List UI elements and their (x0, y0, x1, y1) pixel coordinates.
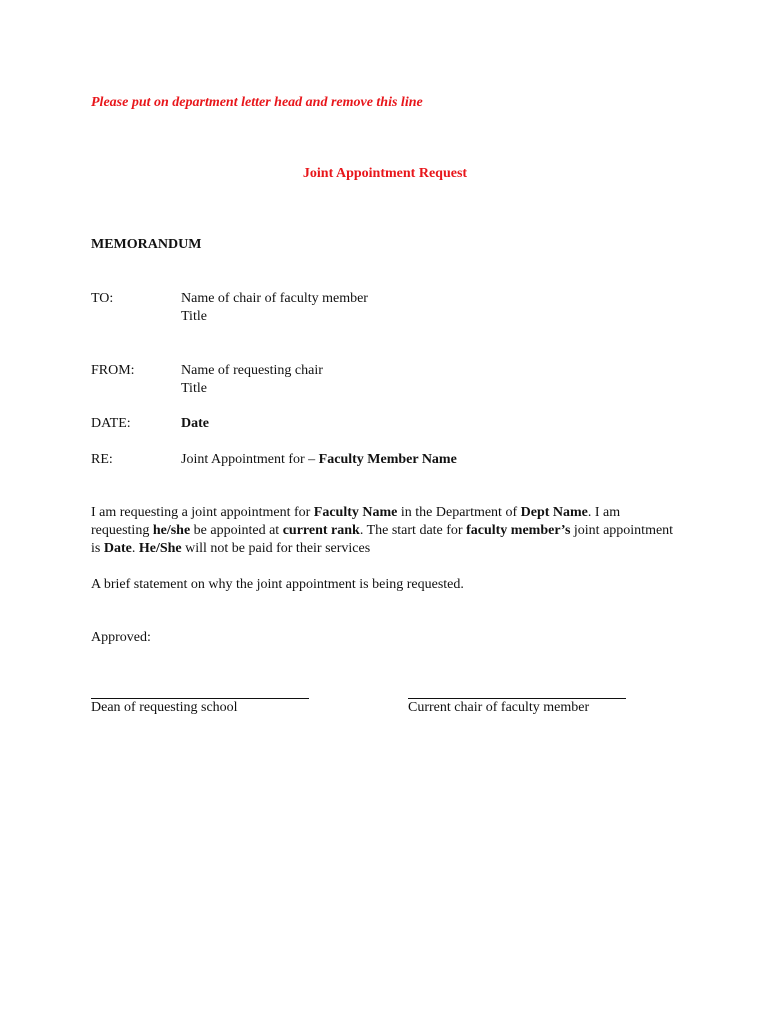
dean-signature-block (91, 683, 351, 717)
pronoun-field: he/she (152, 523, 191, 538)
dean-signature-caption: Dean of requesting school (91, 700, 238, 715)
from-name: Name of requesting chair (181, 363, 323, 378)
body-text: . (131, 541, 139, 556)
to-value (181, 290, 368, 326)
re-value (181, 451, 457, 469)
re-label: RE: (91, 452, 113, 467)
dept-name-field: Dept Name (520, 505, 588, 520)
chair-signature-block (408, 683, 668, 717)
date-value: Date (181, 416, 209, 431)
brief-statement: A brief statement on why the joint appointment is being requested. (91, 577, 464, 592)
date-label: DATE: (91, 416, 131, 431)
body-text: joint appointment is (91, 523, 674, 556)
start-date-field: Date (103, 541, 132, 556)
to-title: Title (181, 309, 207, 324)
memorandum-heading: MEMORANDUM (91, 237, 202, 252)
chair-signature-line (408, 683, 626, 699)
re-prefix: Joint Appointment for – (181, 452, 319, 467)
current-rank-field: current rank (282, 523, 360, 538)
to-name: Name of chair of faculty member (181, 291, 368, 306)
request-paragraph (91, 504, 681, 558)
from-title: Title (181, 381, 207, 396)
body-text: . I am requesting (91, 505, 621, 538)
chair-signature-caption: Current chair of faculty member (408, 700, 590, 715)
faculty-name-field: Faculty Name (313, 505, 398, 520)
approved-label: Approved: (91, 630, 151, 645)
document-title: Joint Appointment Request (302, 166, 468, 181)
body-text: . The start date for (359, 523, 467, 538)
body-text: I am requesting a joint appointment for (91, 505, 314, 520)
faculty-member-field: faculty member’s (466, 523, 571, 538)
re-faculty-member-name: Faculty Member Name (318, 452, 457, 467)
body-text: in the Department of (397, 505, 521, 520)
pronoun-cap-field: He/She (138, 541, 182, 556)
from-label: FROM: (91, 363, 135, 378)
body-text: be appointed at (190, 523, 283, 538)
letterhead-notice: Please put on department letter head and remove this line (91, 95, 423, 110)
to-label: TO: (91, 291, 114, 306)
from-value (181, 362, 323, 398)
dean-signature-line (91, 683, 309, 699)
body-text: will not be paid for their services (181, 541, 371, 556)
